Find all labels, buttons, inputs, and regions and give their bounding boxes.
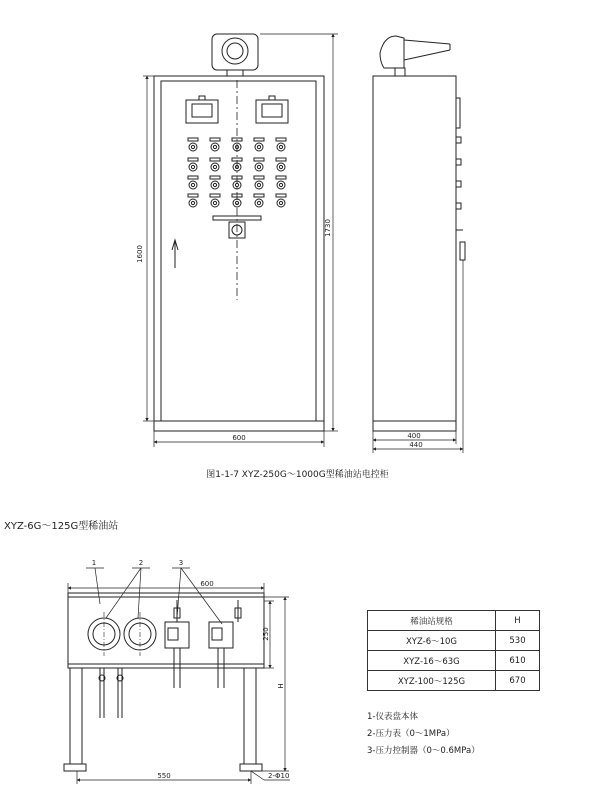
spec-table xyxy=(367,610,540,691)
signal-lamp xyxy=(212,34,258,76)
row-model: XYZ-6～10G xyxy=(368,631,496,651)
dim-station-h: H xyxy=(277,683,285,689)
legend xyxy=(367,709,480,760)
gauge-panel xyxy=(64,593,264,771)
row-h: 530 xyxy=(496,631,540,651)
panel-button xyxy=(254,176,264,189)
callout-1: 1 xyxy=(91,559,97,567)
panel-button xyxy=(276,158,286,171)
table-row xyxy=(368,671,540,691)
meter-right xyxy=(256,96,288,123)
header-model: 稀油站规格 xyxy=(368,611,496,631)
dim-side-depth: 400 xyxy=(407,432,421,440)
side-knob xyxy=(456,137,461,143)
dim-station-width: 600 xyxy=(200,580,214,588)
pressure-controller-1 xyxy=(165,600,189,688)
legend-item: 1-仪表盘本体 xyxy=(367,712,418,722)
panel-button xyxy=(188,138,198,151)
dim-station-250: 250 xyxy=(262,627,270,641)
callout-leaders xyxy=(86,568,222,624)
legend-item: 2-压力表（0～1MPa） xyxy=(367,729,455,739)
dim-front-height: 1600 xyxy=(136,245,144,263)
panel-button xyxy=(254,138,264,151)
callout-2: 2 xyxy=(138,559,144,567)
station-dimensions xyxy=(68,583,290,784)
side-knob xyxy=(456,159,461,165)
dim-station-base: 550 xyxy=(157,772,171,780)
panel-button xyxy=(276,138,286,151)
side-knobs xyxy=(456,137,461,209)
panel-button xyxy=(188,158,198,171)
spec-table-header xyxy=(368,611,540,631)
dim-front-total-height: 1730 xyxy=(324,219,332,237)
side-handle xyxy=(456,230,465,260)
side-signal-lamp xyxy=(380,36,450,76)
panel-button xyxy=(210,194,220,207)
meter-left xyxy=(186,96,218,123)
callout-3: 3 xyxy=(178,559,184,567)
door-handle xyxy=(172,240,178,268)
panel-button xyxy=(276,176,286,189)
row-h: 670 xyxy=(496,671,540,691)
row-model: XYZ-100～125G xyxy=(368,671,496,691)
panel-button xyxy=(210,176,220,189)
figure2-title: XYZ-6G～125G型稀油站 xyxy=(4,521,119,532)
side-knob xyxy=(456,203,461,209)
panel-button xyxy=(254,158,264,171)
row-h: 610 xyxy=(496,651,540,671)
header-h: H xyxy=(496,611,540,631)
panel-button xyxy=(188,176,198,189)
cabinet-side-view xyxy=(373,36,465,431)
panel-button xyxy=(188,194,198,207)
dim-station-holes: 2-Φ10 xyxy=(268,772,290,780)
legend-item: 3-压力控制器（0～0.6MPa） xyxy=(367,746,480,756)
row-model: XYZ-16～63G xyxy=(368,651,496,671)
dim-front-width: 600 xyxy=(232,434,246,442)
side-dimensions xyxy=(373,260,463,453)
figure1-caption: 图1-1-7 XYZ-250G～1000G型稀油站电控柜 xyxy=(206,470,389,480)
panel-button xyxy=(276,194,286,207)
dim-side-total: 440 xyxy=(409,441,423,449)
thermometer-pipes xyxy=(99,668,123,718)
cabinet-front-view xyxy=(154,34,324,431)
table-row xyxy=(368,651,540,671)
table-row xyxy=(368,631,540,651)
panel-button xyxy=(210,158,220,171)
front-dimensions xyxy=(143,34,338,447)
side-knob xyxy=(456,181,461,187)
panel-button xyxy=(210,138,220,151)
panel-button xyxy=(254,194,264,207)
